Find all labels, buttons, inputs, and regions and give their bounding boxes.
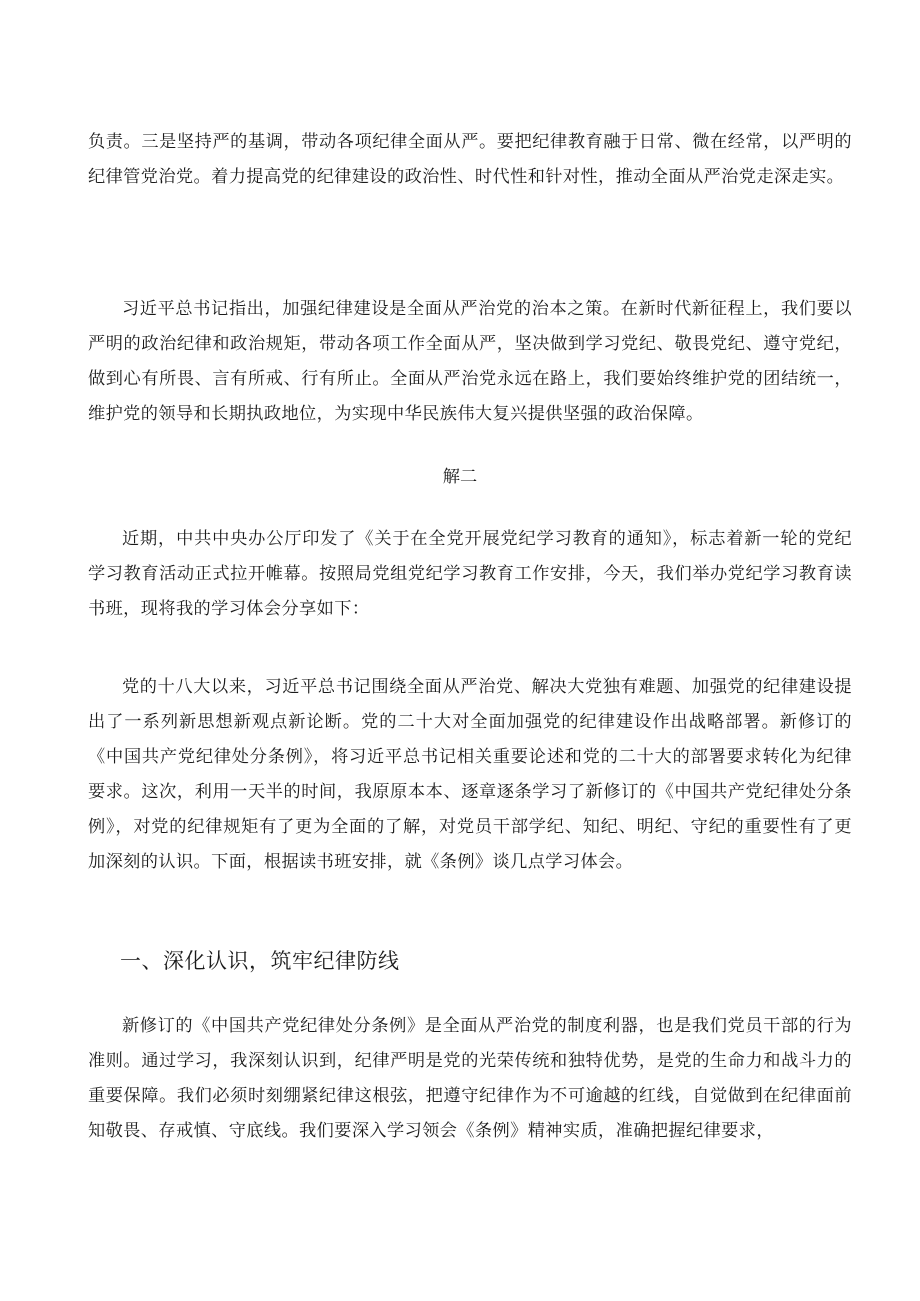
- paragraph-intro: 近期，中共中央办公厅印发了《关于在全党开展党纪学习教育的通知》，标志着新一轮的党纪学习教育活动正式拉开帷幕。按照局党组党纪学习教育工作安排，今天，我们举办党纪学习教育读书班，现将我的学习体会分享如下：: [88, 529, 852, 619]
- paragraph-background: 党的十八大以来，习近平总书记围绕全面从严治党、解决大党独有难题、加强党的纪律建设提出了一系列新思想新观点新论断。党的二十大对全面加强党的纪律建设作出战略部署。新修订的《中国共产党纪律处分条例》，将习近平总书记相关重要论述和党的二十大的部署要求转化为纪律要求。这次，利用一天半的时间，我原原本本、逐章逐条学习了新修订的《中国共产党纪律处分条例》，对党的纪律规矩有了更为全面的了解，对党员干部学纪、知纪、明纪、守纪的重要性有了更加深刻的认识。下面，根据读书班安排，就《条例》谈几点学习体会。: [88, 677, 852, 872]
- paragraph-party-discipline: 习近平总书记指出，加强纪律建设是全面从严治党的治本之策。在新时代新征程上，我们要以严明的政治纪律和政治规矩，带动各项工作全面从严，坚决做到学习党纪、敬畏党纪、遵守党纪，做到心有所畏、言有所戒、行有所止。全面从严治党永远在路上，我们要始终维护党的团结统一，维护党的领导和长期执政地位，为实现中华民族伟大复兴提供坚强的政治保障。: [88, 299, 852, 424]
- heading-one: 一、深化认识，筑牢纪律防线: [120, 949, 400, 973]
- paragraph-continued: 负责。三是坚持严的基调，带动各项纪律全面从严。要把纪律教育融于日常、微在经常，以严明的纪律管党治党。着力提高党的纪律建设的政治性、时代性和针对性，推动全面从严治党走深走实。: [88, 132, 852, 187]
- paragraph-deepen-understanding: 新修订的《中国共产党纪律处分条例》是全面从严治党的制度利器，也是我们党员干部的行为准则。通过学习，我深刻认识到，纪律严明是党的光荣传统和独特优势，是党的生命力和战斗力的重要保障。我们必须时刻绷紧纪律这根弦，把遵守纪律作为不可逾越的红线，自觉做到在纪律面前知敬畏、存戒慎、守底线。我们要深入学习领会《条例》精神实质，准确把握纪律要求，: [88, 1016, 852, 1141]
- section-title: 解二: [442, 467, 478, 487]
